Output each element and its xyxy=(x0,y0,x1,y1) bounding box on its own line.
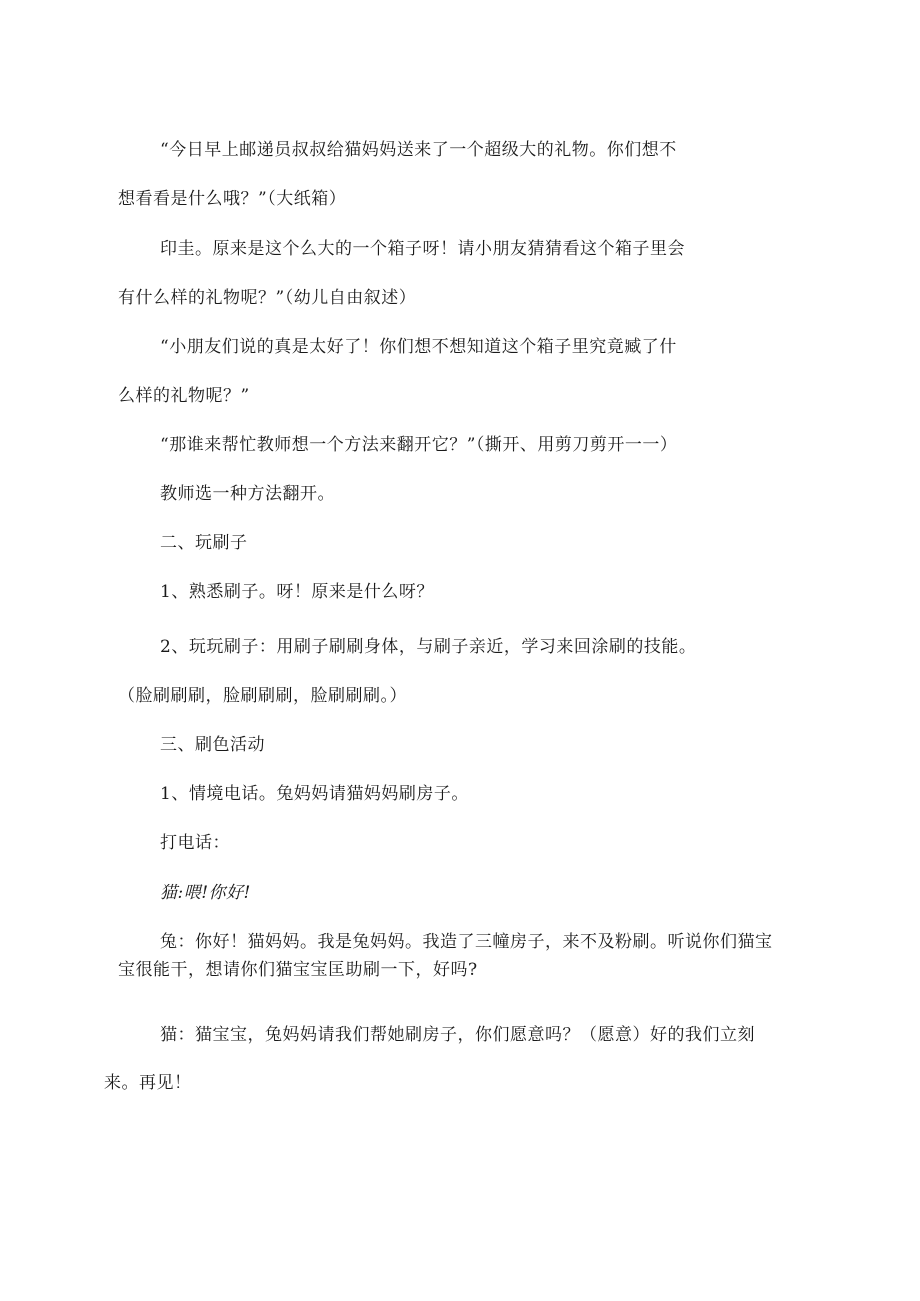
paragraph-line-6: 么样的礼物呢？” xyxy=(118,386,250,406)
paragraph-line-12: （脸刷刷刷，脸刷刷刷，脸刷刷刷。） xyxy=(118,686,407,706)
paragraph-line-7: “那谁来帮忙教师想一个方法来翻开它？”（撕开、用剪刀剪开一一） xyxy=(160,435,678,455)
paragraph-line-2: 想看看是什么哦？”（大纸箱） xyxy=(118,189,347,209)
dialogue-cat-line-3: 来。再见！ xyxy=(104,1073,192,1093)
dialogue-rabbit-line-2: 宝很能干，想请你们猫宝宝匡助刷一下，好吗? xyxy=(118,960,478,980)
dialogue-cat-line-1: 猫:喂!你好! xyxy=(160,883,251,903)
paragraph-line-4: 有什么样的礼物呢？”（幼儿自由叙述） xyxy=(118,288,417,308)
paragraph-line-1: “今日早上邮递员叔叔给猫妈妈送来了一个超级大的礼物。你们想不 xyxy=(160,140,677,160)
section-heading-3: 三、刷色活动 xyxy=(160,735,265,755)
paragraph-line-14: 1、情境电话。兔妈妈请猫妈妈刷房子。 xyxy=(160,784,469,804)
dialogue-cat-line-2: 猫：猫宝宝，兔妈妈请我们帮她刷房子，你们愿意吗？（愿意）好的我们立刻 xyxy=(160,1025,755,1045)
paragraph-line-5: “小朋友们说的真是太好了！你们想不想知道这个箱子里究竟臧了什 xyxy=(160,337,677,357)
dialogue-rabbit-line-1: 兔：你好！猫妈妈。我是兔妈妈。我造了三幢房子，来不及粉刷。听说你们猫宝 xyxy=(160,932,773,952)
paragraph-line-15: 打电话： xyxy=(160,833,230,853)
paragraph-line-10: 1、熟悉刷子。呀！原来是什么呀？ xyxy=(160,582,434,602)
section-heading-2: 二、玩刷子 xyxy=(160,533,248,553)
paragraph-line-11: 2、玩玩刷子：用刷子刷刷身体，与刷子亲近，学习来回涂刷的技能。 xyxy=(160,637,697,657)
paragraph-line-3: 印圭。原来是这个么大的一个箱子呀！请小朋友猜猜看这个箱子里会 xyxy=(160,239,685,259)
paragraph-line-8: 教师选一种方法翻开。 xyxy=(160,484,335,504)
